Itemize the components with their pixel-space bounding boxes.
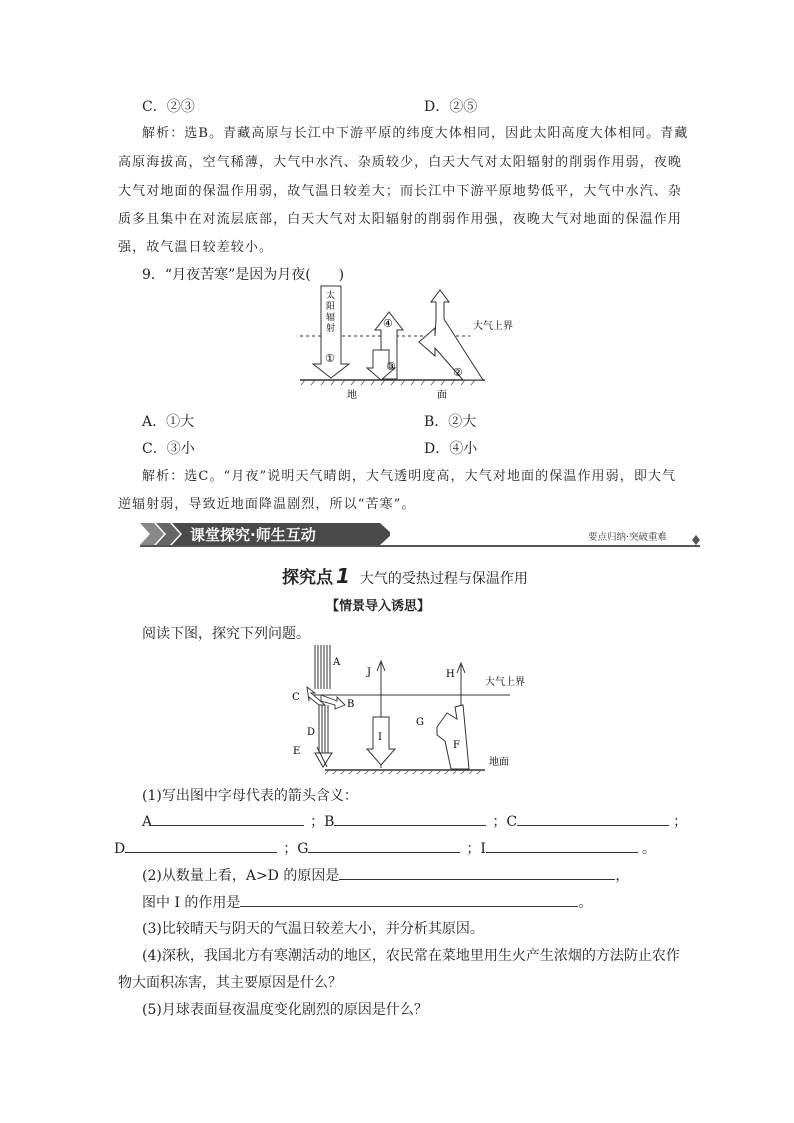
question-3: (3)比较晴天与阴天的气温日较差大小，并分析其原因。 <box>142 921 484 937</box>
section-title-text: 大气的受热过程与保温作用 <box>359 571 528 587</box>
diamond-icon <box>692 535 700 545</box>
fill-row-2 <box>114 838 656 858</box>
banner-emph-text: 师生互动 <box>255 526 316 544</box>
q8-analysis-line: 高原海拔高，空气稀薄，大气中水汽、杂质较少，白天大气对太阳辐射的削弱作用弱，夜晚 <box>118 155 683 170</box>
blank-B[interactable] <box>334 813 486 826</box>
label-2: ② <box>453 366 463 379</box>
label-B: B <box>347 699 355 710</box>
section-title-number: 1 <box>336 564 350 588</box>
question-2-end: ， <box>615 868 630 884</box>
label-D: D <box>307 727 316 738</box>
question-2b-end: 。 <box>578 895 593 911</box>
blank-I[interactable] <box>486 840 638 853</box>
q9-option-a: A．①大 <box>142 414 195 430</box>
section-subtitle: 【情景导入诱思】 <box>326 599 431 614</box>
q8-option-c: C．②③ <box>142 99 195 115</box>
q9-analysis-line: 解析：选C。“月夜”说明天气晴朗，大气透明度高，大气对地面的保温作用弱，即大气 <box>142 469 677 484</box>
atmosphere-top-label: 大气上界 <box>485 677 525 688</box>
blank-A[interactable] <box>152 813 304 826</box>
blank-G[interactable] <box>308 840 460 853</box>
label-1: ① <box>325 352 335 365</box>
ground-label-right: 面 <box>437 390 447 401</box>
question-2 <box>142 865 629 885</box>
ground-label-left: 地 <box>347 390 357 401</box>
fill-row-end: ； <box>673 814 688 830</box>
q9-analysis-line: 逆辐射弱，导致近地面降温剧烈，所以“苦寒”。 <box>118 497 416 512</box>
fill-label-C: ；C <box>492 814 518 830</box>
label-F: F <box>453 740 460 751</box>
fill-row-1 <box>142 811 687 831</box>
arrow-D <box>319 705 328 753</box>
q8-analysis-line: 质多且集中在对流层底部，白天大气对太阳辐射的削弱作用强，夜晚大气对地面的保温作用 <box>118 212 683 227</box>
section-intro: 阅读下图，探究下列问题。 <box>142 626 310 642</box>
question-1: (1)写出图中字母代表的箭头含义： <box>142 788 358 804</box>
sun-label-char: 辐 <box>326 313 336 323</box>
question-5: (5)月球表面昼夜温度变化剧烈的原因是什么？ <box>142 1002 428 1018</box>
question-2b <box>142 892 592 912</box>
sun-label-char: 射 <box>326 324 336 334</box>
atmosphere-top-label: 大气上界 <box>473 321 513 332</box>
ground-label: 地面 <box>489 757 509 768</box>
atmospheric-radiation-arrow <box>419 290 483 380</box>
section-banner <box>140 521 700 549</box>
fill-row-end: 。 <box>641 841 656 857</box>
blank-C[interactable] <box>517 813 669 826</box>
banner-left-text <box>190 524 316 545</box>
blank-q2[interactable] <box>339 867 615 880</box>
question-4-line: 物大面积冻害，其主要原因是什么？ <box>118 975 342 991</box>
fill-label-G: ；G <box>283 841 309 857</box>
q9-figure <box>295 284 525 404</box>
q9-option-c: C．③小 <box>142 441 195 457</box>
label-H: H <box>446 669 455 680</box>
label-C: C <box>292 692 300 703</box>
label-J: J <box>367 667 372 678</box>
heating-process-figure <box>285 643 535 775</box>
q9-stem: 9．“月夜苦寒”是因为月夜( ) <box>142 267 345 283</box>
q8-analysis-line: 强，故气温日较差较小。 <box>118 240 274 255</box>
label-3: ③ <box>386 360 396 373</box>
banner-right-text: 要点归纳·突破重难 <box>588 532 668 543</box>
blank-q2b[interactable] <box>240 894 578 907</box>
q8-analysis-line: 解析：选B。青藏高原与长江中下游平原的纬度大体相同，因此太阳高度大体相同。青藏 <box>142 126 689 141</box>
label-A: A <box>333 657 341 668</box>
fill-label-B: ；B <box>310 814 335 830</box>
q9-option-b: B．②大 <box>424 414 477 430</box>
fill-label-D: D <box>114 841 126 857</box>
question-2-text: (2)从数量上看，A>D 的原因是 <box>142 868 340 884</box>
q8-analysis-line: 大气对地面的保温作用弱，故气温日较差大；而长江中下游平原地势低平，大气中水汽、杂 <box>118 184 683 199</box>
banner-text-part: 课堂探究· <box>190 526 256 544</box>
fill-label-A: A <box>142 814 153 830</box>
q8-option-d: D．②⑤ <box>424 99 478 115</box>
section-title-prefix: 探究点 <box>282 568 333 588</box>
sun-label-char: 太 <box>326 291 336 301</box>
question-2b-text: 图中 I 的作用是 <box>142 895 241 911</box>
section-title <box>282 563 528 588</box>
label-G: G <box>416 717 424 728</box>
q9-option-d: D．④小 <box>424 441 478 457</box>
label-I: I <box>378 732 382 743</box>
blank-D[interactable] <box>125 840 277 853</box>
arrow-F-G <box>437 705 469 769</box>
sun-label-char: 阳 <box>326 302 336 312</box>
question-4-line: (4)深秋，我国北方有寒潮活动的地区，农民常在菜地里用生火产生浓烟的方法防止农作 <box>142 948 680 964</box>
arrow-A <box>315 645 330 689</box>
label-4: ④ <box>383 317 393 330</box>
label-E: E <box>293 746 301 757</box>
fill-label-I: ；I <box>466 841 486 857</box>
